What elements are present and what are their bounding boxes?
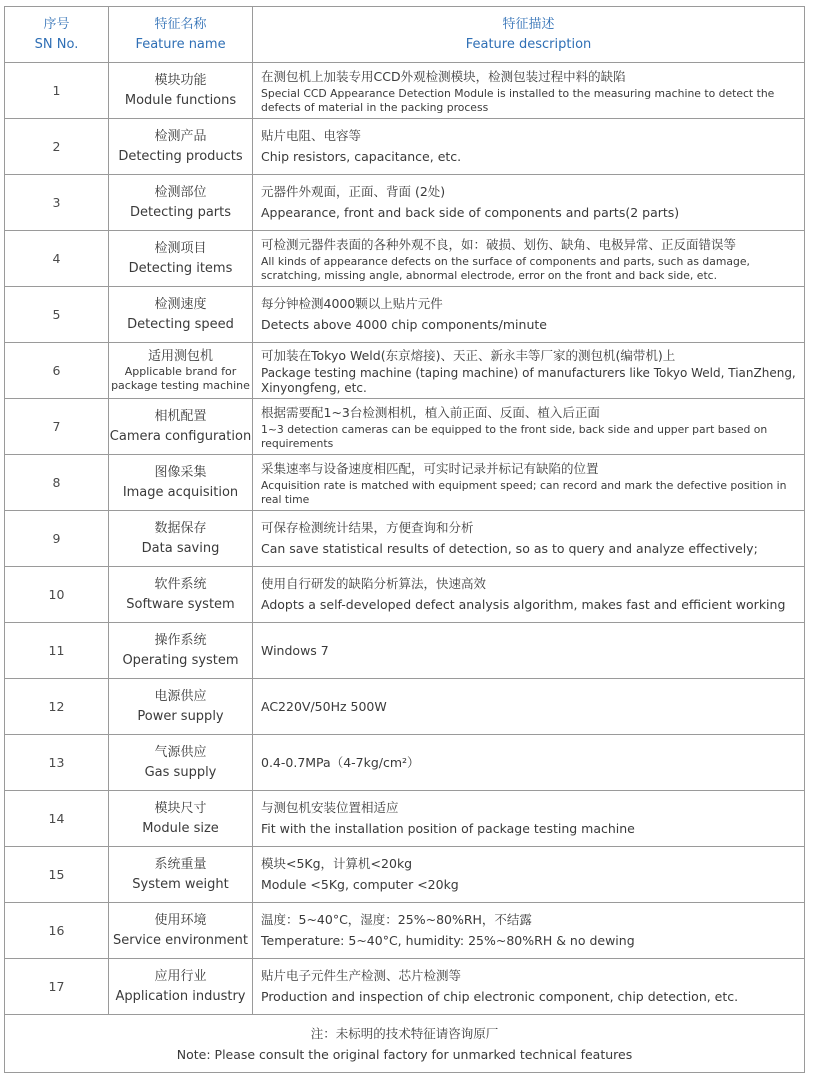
- sn-cell: 3: [5, 175, 109, 231]
- feature-name-zh: 应用行业: [154, 968, 207, 984]
- header-sn-en: SN No.: [34, 36, 79, 52]
- feature-name-cell: [109, 679, 253, 735]
- table-header-row: [5, 7, 805, 63]
- feature-name-zh: 检测产品: [154, 128, 207, 144]
- sn-cell: 13: [5, 735, 109, 791]
- sn-cell: 7: [5, 399, 109, 455]
- table-row: [5, 903, 805, 959]
- feature-description-en: Adopts a self-developed defect analysis algorithm, makes fast and efficient working: [261, 596, 786, 612]
- feature-name-cell: [109, 959, 253, 1015]
- table-row: [5, 959, 805, 1015]
- feature-description-en: 0.4-0.7MPa（4-7kg/cm²）: [261, 754, 420, 770]
- feature-description-en: Acquisition rate is matched with equipment speed; can record and mark the defective position in real time: [261, 479, 787, 506]
- feature-description-zh: 每分钟检测4000颗以上贴片元件: [261, 295, 443, 311]
- table-row: [5, 175, 805, 231]
- header-desc-en: Feature description: [465, 36, 592, 52]
- feature-name-zh: 电源供应: [154, 688, 207, 704]
- table-row: [5, 735, 805, 791]
- table-row: [5, 623, 805, 679]
- feature-description-en: AC220V/50Hz 500W: [261, 698, 387, 714]
- feature-description-zh: 可检测元器件表面的各种外观不良，如：破损、划伤、缺角、电极异常、正反面错误等: [261, 237, 737, 252]
- feature-description-zh: 可保存检测统计结果，方便查询和分析: [261, 519, 474, 535]
- feature-description-cell: [253, 343, 805, 399]
- table-row: [5, 287, 805, 343]
- feature-description-en: Chip resistors, capacitance, etc.: [261, 148, 462, 164]
- feature-description-en: Fit with the installation position of package testing machine: [261, 820, 635, 836]
- footer-note: [5, 1015, 805, 1073]
- feature-description-zh: 采集速率与设备速度相匹配，可实时记录并标记有缺陷的位置: [261, 461, 599, 476]
- feature-description-cell: [253, 847, 805, 903]
- feature-name-en: Detecting speed: [127, 316, 234, 332]
- feature-name-en: Image acquisition: [122, 484, 239, 500]
- feature-name-en: Detecting items: [128, 260, 233, 276]
- feature-name-en: Data saving: [141, 540, 220, 556]
- feature-name-cell: [109, 455, 253, 511]
- feature-description-en: Special CCD Appearance Detection Module is installed to the measuring machine to detect the defects of material in the packing process: [261, 87, 775, 114]
- feature-name-en: System weight: [132, 876, 229, 892]
- table-row: [5, 791, 805, 847]
- sn-cell: 11: [5, 623, 109, 679]
- table-footer-row: [5, 1015, 805, 1073]
- feature-name-en: Application industry: [115, 988, 246, 1004]
- header-name-zh: 特征名称: [154, 16, 207, 32]
- sn-cell: 17: [5, 959, 109, 1015]
- feature-name-zh: 数据保存: [154, 520, 207, 536]
- feature-name-cell: [109, 735, 253, 791]
- feature-description-cell: [253, 735, 805, 791]
- sn-cell: 1: [5, 63, 109, 119]
- feature-description-cell: [253, 511, 805, 567]
- feature-name-cell: [109, 511, 253, 567]
- feature-description-cell: [253, 903, 805, 959]
- header-feature-description: [253, 7, 805, 63]
- footer-note-en: Note: Please consult the original factory for unmarked technical features: [176, 1046, 633, 1062]
- sn-cell: 9: [5, 511, 109, 567]
- table-row: [5, 679, 805, 735]
- feature-name-en: Module functions: [124, 92, 237, 108]
- footer-note-zh: 注：未标明的技术特征请咨询原厂: [310, 1025, 499, 1041]
- table-row: [5, 231, 805, 287]
- feature-description-en: Windows 7: [261, 642, 329, 658]
- feature-name-zh: 适用测包机: [147, 348, 213, 364]
- sn-cell: 10: [5, 567, 109, 623]
- feature-description-cell: [253, 399, 805, 455]
- feature-description-en: Detects above 4000 chip components/minute: [261, 316, 547, 332]
- spec-table: [4, 6, 805, 1073]
- sn-cell: 5: [5, 287, 109, 343]
- feature-description-en: Production and inspection of chip electronic component, chip detection, etc.: [261, 988, 739, 1004]
- feature-name-en: Camera configuration: [109, 428, 252, 444]
- feature-name-zh: 相机配置: [154, 408, 207, 424]
- feature-description-cell: [253, 287, 805, 343]
- feature-description-zh: 贴片电子元件生产检测、芯片检测等: [261, 967, 462, 983]
- feature-description-cell: [253, 959, 805, 1015]
- feature-description-cell: [253, 567, 805, 623]
- feature-name-en: Module size: [142, 820, 219, 836]
- sn-cell: 2: [5, 119, 109, 175]
- feature-description-cell: [253, 455, 805, 511]
- table-row: [5, 63, 805, 119]
- feature-name-zh: 模块功能: [154, 72, 207, 88]
- feature-name-zh: 模块尺寸: [154, 800, 207, 816]
- feature-description-zh: 模块<5Kg，计算机<20kg: [261, 855, 413, 871]
- feature-name-zh: 图像采集: [154, 464, 207, 480]
- feature-description-zh: 根据需要配1~3台检测相机，植入前正面、反面、植入后正面: [261, 405, 600, 420]
- feature-name-en: Power supply: [137, 708, 224, 724]
- table-body: [5, 63, 805, 1015]
- feature-name-en: Gas supply: [144, 764, 217, 780]
- feature-name-cell: [109, 119, 253, 175]
- feature-description-zh: 温度：5~40°C，湿度：25%~80%RH，不结露: [261, 911, 532, 927]
- feature-description-cell: [253, 623, 805, 679]
- feature-description-en: Can save statistical results of detection, so as to query and analyze effectively;: [261, 540, 758, 556]
- sn-cell: 4: [5, 231, 109, 287]
- feature-description-en: All kinds of appearance defects on the surface of components and parts, such as damage, scratching, missing angle, abnormal electrode, error on the front and back side, etc.: [261, 255, 750, 282]
- feature-name-zh: 检测部位: [154, 184, 207, 200]
- table-row: [5, 399, 805, 455]
- table-row: [5, 455, 805, 511]
- feature-name-zh: 系统重量: [154, 856, 207, 872]
- feature-name-zh: 检测速度: [154, 296, 207, 312]
- feature-name-zh: 使用环境: [154, 912, 207, 928]
- sn-cell: 16: [5, 903, 109, 959]
- feature-name-cell: [109, 175, 253, 231]
- feature-description-zh: 与测包机安装位置相适应: [261, 799, 399, 815]
- feature-name-en: Service environment: [113, 932, 248, 948]
- feature-name-zh: 检测项目: [154, 240, 207, 256]
- sn-cell: 8: [5, 455, 109, 511]
- feature-name-en: Detecting parts: [129, 204, 232, 220]
- feature-description-en: Temperature: 5~40°C, humidity: 25%~80%RH & no dewing: [261, 932, 635, 948]
- feature-description-en: 1~3 detection cameras can be equipped to the front side, back side and upper part based on requirements: [261, 423, 768, 450]
- sn-cell: 6: [5, 343, 109, 399]
- feature-description-cell: [253, 119, 805, 175]
- feature-name-en: Applicable brand for package testing machine: [111, 364, 250, 392]
- feature-name-en: Software system: [126, 596, 235, 612]
- feature-description-zh: 贴片电阻、电容等: [261, 127, 362, 143]
- header-feature-name: [109, 7, 253, 63]
- feature-name-cell: [109, 623, 253, 679]
- table-row: [5, 567, 805, 623]
- feature-name-cell: [109, 791, 253, 847]
- sn-cell: 15: [5, 847, 109, 903]
- feature-name-en: Detecting products: [118, 148, 243, 164]
- table-row: [5, 119, 805, 175]
- feature-description-cell: [253, 679, 805, 735]
- table-row: [5, 343, 805, 399]
- feature-description-cell: [253, 175, 805, 231]
- table-row: [5, 511, 805, 567]
- feature-name-cell: [109, 63, 253, 119]
- feature-name-cell: [109, 231, 253, 287]
- feature-name-cell: [109, 567, 253, 623]
- feature-description-zh: 可加装在Tokyo Weld(东京熔接)、天正、新永丰等厂家的测包机(编带机)上: [261, 347, 676, 363]
- feature-description-zh: 元器件外观面，正面、背面 (2处): [261, 183, 446, 199]
- feature-description-en: Package testing machine (taping machine) of manufacturers like Tokyo Weld, TianZheng, Xinyongfeng, etc.: [261, 365, 796, 395]
- feature-name-cell: [109, 903, 253, 959]
- feature-description-zh: 在测包机上加装专用CCD外观检测模块，检测包装过程中料的缺陷: [261, 69, 626, 84]
- feature-description-zh: 使用自行研发的缺陷分析算法，快速高效: [261, 575, 487, 591]
- header-desc-zh: 特征描述: [502, 16, 555, 32]
- feature-description-cell: [253, 231, 805, 287]
- feature-name-zh: 软件系统: [154, 576, 207, 592]
- feature-name-cell: [109, 847, 253, 903]
- feature-description-cell: [253, 63, 805, 119]
- feature-name-en: Operating system: [122, 652, 239, 668]
- header-sn-zh: 序号: [43, 16, 70, 32]
- header-sn: [5, 7, 109, 63]
- header-name-en: Feature name: [135, 36, 226, 52]
- feature-name-cell: [109, 287, 253, 343]
- feature-name-zh: 气源供应: [154, 744, 207, 760]
- feature-description-en: Module <5Kg, computer <20kg: [261, 876, 459, 892]
- feature-name-zh: 操作系统: [154, 632, 207, 648]
- table-row: [5, 847, 805, 903]
- feature-description-cell: [253, 791, 805, 847]
- feature-name-cell: [109, 399, 253, 455]
- sn-cell: 12: [5, 679, 109, 735]
- sn-cell: 14: [5, 791, 109, 847]
- feature-name-cell: [109, 343, 253, 399]
- feature-description-en: Appearance, front and back side of components and parts(2 parts): [261, 204, 680, 220]
